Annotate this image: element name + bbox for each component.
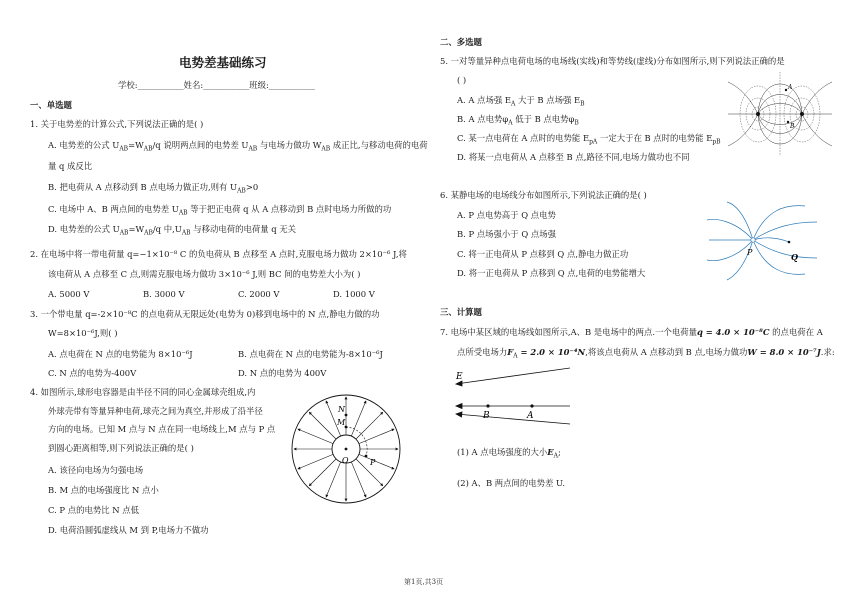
question-4-stem-line2: 外球壳带有等量异种电荷,球壳之间为真空,并形成了沿半径 xyxy=(48,406,263,416)
dipole-field-figure xyxy=(726,70,834,158)
label-a-point: A xyxy=(788,84,793,91)
label-o: O xyxy=(342,456,349,465)
radial-field-line xyxy=(309,459,336,486)
question-3-option-d: D. N 点的电势为 400V xyxy=(238,368,327,378)
question-4-option-b: B. M 点的电场强度比 N 点小 xyxy=(48,485,159,495)
question-6-option-b: B. P 点场强小于 Q 点场强 xyxy=(457,229,556,239)
question-2-stem-line1: 2. 在电场中将一带电荷量 q=−1×10⁻⁸ C 的负电荷从 B 点移至 A 点时,克服电场力做功 2×10⁻⁶ J,将 xyxy=(30,249,407,259)
question-5-stem-line2: ( ) xyxy=(457,75,467,85)
question-3-option-c: C. N 点的电势为-400V xyxy=(48,368,137,378)
radial-field-line xyxy=(351,462,366,497)
label-p6: P xyxy=(747,248,753,257)
question-2-option-a: A. 5000 V xyxy=(48,289,90,299)
page-footer: 第1页,共3页 xyxy=(404,578,444,586)
radial-field-line xyxy=(351,401,366,436)
question-2-stem-line2: 该电荷从 A 点移至 C 点,则需克服电场力做功 3×10⁻⁶ J,则 BC 间的电势差大小为( ) xyxy=(48,269,361,279)
question-1-option-c: C. 电场中 A、B 两点间的电势差 $U_{AB}$ 等于把正电荷 q 从 A 点移动到 B 点时电场力所做的功 xyxy=(48,204,392,217)
question-5-option-b: B. A 点电势$\varphi_A$ 低于 B 点电势$\varphi_B$ xyxy=(457,114,579,127)
section-multiple-choice: 二、多选题 xyxy=(440,37,482,47)
question-4-option-d: D. 电荷沿圆弧虚线从 M 到 P,电场力不做功 xyxy=(48,525,209,535)
question-3-stem-line2: W=8×10⁻⁶J,则( ) xyxy=(48,328,118,338)
section-single-choice: 一、单选题 xyxy=(30,100,72,110)
radial-field-line xyxy=(298,429,333,444)
question-1-option-a: A. 电势差的公式 $U_{AB}=W_{AB}/q$ 说明两点间的电势差 $U_{AB}$ 与电场力做功 $W_{AB}$ 成正比,与移动电荷的电荷 xyxy=(48,140,428,153)
radial-field-line xyxy=(356,412,383,439)
question-6-option-a: A. P 点电势高于 Q 点电势 xyxy=(457,210,556,220)
question-6-stem: 6. 某静电场的电场线分布如图所示,下列说法正确的是( ) xyxy=(440,190,647,200)
page-title: 电势差基础练习 xyxy=(179,55,267,70)
question-7-part-1: (1) A 点电场强度的大小$E_A$; xyxy=(457,447,561,460)
question-6-option-d: D. 将一正电荷从 P 点移到 Q 点,电荷的电势能增大 xyxy=(457,268,646,278)
question-5-option-a: A. A 点场强 $E_A$ 大于 B 点场强 $E_B$ xyxy=(457,95,585,108)
radial-field-line xyxy=(359,454,394,469)
question-4-stem-line3: 方向的电场。已知 M 点与 N 点在同一电场线上,M 点与 P 点 xyxy=(48,424,276,434)
radial-field-line xyxy=(359,429,394,444)
section-calculation: 三、计算题 xyxy=(440,307,482,317)
label-m: M xyxy=(337,418,346,427)
radial-field-line xyxy=(298,454,333,469)
question-6-option-c: C. 将一正电荷从 P 点移到 Q 点,静电力做正功 xyxy=(457,249,629,259)
question-5-option-c: C. 某一点电荷在 A 点时的电势能 $E_{pA}$ 一定大于在 B 点时的电势能 $E_{pB}$ xyxy=(457,133,721,146)
question-4-stem-line1: 4. 如图所示,球形电容器是由半径不同的同心金属球壳组成,内 xyxy=(30,387,256,397)
question-3-option-b: B. 点电荷在 N 点的电势能为-8×10⁻⁶J xyxy=(238,349,383,359)
radial-field-line xyxy=(326,462,341,497)
label-q6: Q xyxy=(791,252,798,262)
radial-field-line xyxy=(309,412,336,439)
q7-field-lines-figure xyxy=(448,366,578,426)
question-2-option-b: B. 3000 V xyxy=(143,289,185,299)
label-b-point: B xyxy=(790,123,795,130)
label-p: P xyxy=(370,458,376,467)
question-7-stem-line2: 点所受电场力$F_A = 2.0 \times 10^{-4}N$,将该点电荷从 A 点移动到 B 点,电场力做功W = 8.0 × 10⁻⁷J.求: xyxy=(457,347,835,360)
label-n: N xyxy=(338,405,345,414)
label-e: E xyxy=(456,372,463,382)
question-4-option-c: C. P 点的电势比 N 点低 xyxy=(48,505,140,515)
question-1-stem: 1. 关于电势差的计算公式,下列说法正确的是( ) xyxy=(30,119,204,129)
question-4-stem-line4: 到圆心距离相等,则下列说法正确的是( ) xyxy=(48,443,194,453)
question-2-option-c: C. 2000 V xyxy=(238,289,280,299)
question-3-stem-line1: 3. 一个带电量 q=-2×10⁻⁸C 的点电荷从无限远处(电势为 0)移到电场中的 N 点,静电力做的功 xyxy=(30,309,380,319)
label-a7: A xyxy=(527,411,534,421)
question-5-stem-line1: 5. 一对等量异种点电荷电场的电场线(实线)和等势线(虚线)分布如图所示,则下列说法正确的是 xyxy=(440,56,785,66)
spherical-capacitor-figure xyxy=(290,393,402,505)
question-2-option-d: D. 1000 V xyxy=(333,289,375,299)
question-7-stem-line1: 7. 电场中某区域的电场线如图所示,A、B 是电场中的两点.一个电荷量q = 4.0 × 10⁻⁸C 的点电荷在 A xyxy=(440,327,823,337)
question-7-part-2: (2) A、B 两点间的电势差 U. xyxy=(457,478,566,488)
question-1-option-a-cont: 量 q 成反比 xyxy=(48,161,93,171)
field-lines-figure xyxy=(705,200,820,282)
label-b7: B xyxy=(483,411,490,421)
question-1-option-d: D. 电势差的公式 $U_{AB}=W_{AB}/q$ 中$,U_{AB}$ 与移动电荷的电荷量 q 无关 xyxy=(48,224,297,237)
question-5-option-d: D. 将某一点电荷从 A 点移至 B 点,路径不同,电场力做功也不同 xyxy=(457,152,690,162)
question-4-option-a: A. 该径向电场为匀强电场 xyxy=(48,465,144,475)
question-3-option-a: A. 点电荷在 N 点的电势能为 8×10⁻⁶J xyxy=(48,349,193,359)
question-1-option-b: B. 把电荷从 A 点移动到 B 点电场力做正功,则有 $U_{AB}>0$ xyxy=(48,182,259,195)
student-info-line: 学校:___________姓名:___________班级:___________ xyxy=(118,80,315,90)
